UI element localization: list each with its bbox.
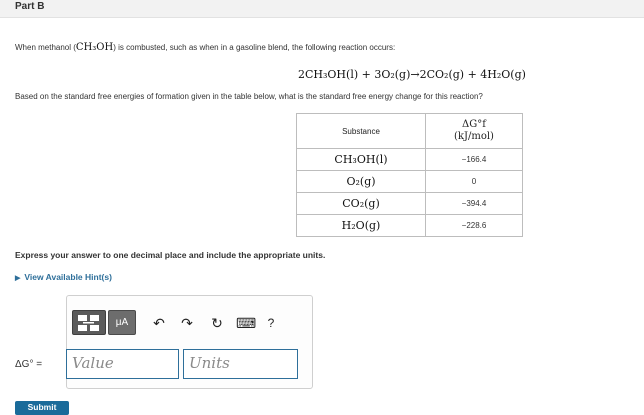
table-header-row xyxy=(297,114,523,149)
intro-formula: CH₃OH xyxy=(75,42,114,53)
intro-after: ) is combusted, such as when in a gasoline blend, the following reaction occurs: xyxy=(113,43,396,52)
table-cell-substance: O₂(g) xyxy=(297,171,426,193)
units-input[interactable]: Units xyxy=(183,349,298,379)
reaction-equation: 2CH₃OH(l) + 3O₂(g)→2CO₂(g) + 4H₂O(g) xyxy=(298,68,526,81)
math-toolbar xyxy=(72,310,277,336)
table-row xyxy=(297,149,523,171)
table-cell-value: −394.4 xyxy=(426,193,523,215)
help-icon[interactable]: ? xyxy=(267,316,275,330)
submit-button[interactable]: Submit xyxy=(15,401,69,415)
table-row xyxy=(297,215,523,237)
part-header xyxy=(0,0,644,18)
answer-instruction: Express your answer to one decimal place and include the appropriate units. xyxy=(15,250,326,260)
redo-icon[interactable]: ↷ xyxy=(181,315,193,331)
view-hints-label: View Available Hint(s) xyxy=(24,272,112,282)
templates-icon xyxy=(73,311,105,334)
table-header-symbol: ΔG°f xyxy=(462,119,486,130)
table-header-substance: Substance xyxy=(297,114,426,149)
keyboard-icon[interactable]: ⌨ xyxy=(236,315,257,331)
table-cell-substance: CO₂(g) xyxy=(297,193,426,215)
question-text: Based on the standard free energies of formation given in the table below, what is the standard free energy change for this reaction? xyxy=(15,92,483,101)
reset-icon[interactable]: ↻ xyxy=(211,315,223,331)
table-header-unit: (kJ/mol) xyxy=(454,131,494,142)
intro-before: When methanol ( xyxy=(15,43,76,52)
table-cell-substance: H₂O(g) xyxy=(297,215,426,237)
table-cell-value: −166.4 xyxy=(426,149,523,171)
table-header-dg xyxy=(426,114,523,149)
value-input[interactable]: Value xyxy=(66,349,179,379)
units-button[interactable]: μA xyxy=(108,310,136,335)
caret-right-icon: ▶ xyxy=(15,275,21,282)
undo-icon[interactable]: ↶ xyxy=(153,315,165,331)
table-cell-value: −228.6 xyxy=(426,215,523,237)
templates-button[interactable] xyxy=(72,310,106,335)
delta-g-label: ΔG° = xyxy=(15,359,43,370)
part-title: Part B xyxy=(15,1,45,12)
table-cell-substance: CH₃OH(l) xyxy=(297,149,426,171)
view-hints-link[interactable] xyxy=(15,272,112,282)
table-cell-value: 0 xyxy=(426,171,523,193)
table-row xyxy=(297,193,523,215)
free-energy-table xyxy=(296,113,523,237)
table-row xyxy=(297,171,523,193)
intro-text xyxy=(15,42,395,53)
